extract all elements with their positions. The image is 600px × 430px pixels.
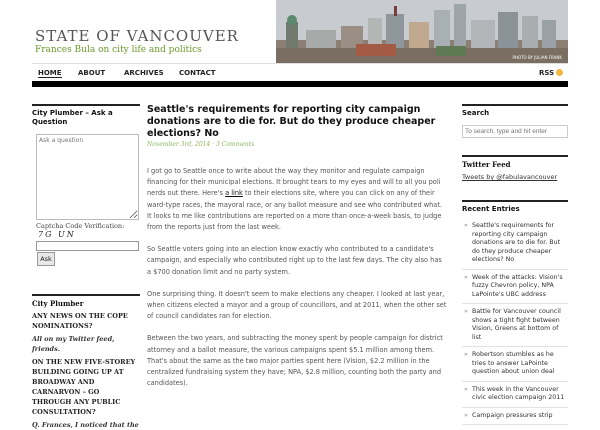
photo-credit: PHOTO BY JULIAN FRANK xyxy=(512,55,562,60)
recent-entries-title: Recent Entries xyxy=(462,200,568,214)
nav-home[interactable]: HOME xyxy=(38,69,62,77)
recent-entry[interactable]: » This week in the Vancouver civic election campaign 2011 xyxy=(462,382,568,408)
main-content xyxy=(147,104,447,400)
bullet-icon: » xyxy=(464,273,468,281)
twitter-widget-title: Twitter Feed xyxy=(462,155,568,169)
plumber-answer: Q. Frances, I noticed that the xyxy=(32,421,139,429)
post-body xyxy=(147,166,447,389)
post-paragraph: I got go to Seattle once to write about the way they monitor and regulate campaign financing for their municipal elections. It brought tears to my eyes and will to all you poli nerds out there. Here's a link to their elections site, where you can click on any of their ward-type races, the mayoral race, or any ballot measure and see who contributed what. It looks to me like contributions are reported on a more than once-a-week basis, to judge from the reports just from the last week. xyxy=(147,167,443,232)
question-input[interactable] xyxy=(36,134,139,220)
recent-entry[interactable]: » Campaign pressures strip xyxy=(462,408,568,426)
site-description: Frances Bula on city life and politics xyxy=(35,45,202,55)
nav-contact[interactable]: CONTACT xyxy=(179,69,216,77)
post-paragraph: So Seattle voters going into an election know exactly who contributed to a candidate's campaign, and especially who contributed right up to the last few days. The city also has a $700 donation limit and no party system. xyxy=(147,245,442,276)
recent-entry[interactable]: » Week of the attacks: Vision's fuzzy Chevron policy, NPA LaPointe's UBC address xyxy=(462,270,568,305)
city-plumber-widget xyxy=(32,294,140,430)
captcha-image: 7G UN xyxy=(38,230,76,239)
plumber-question[interactable]: ANY NEWS ON THE COPE NOMINATIONS? xyxy=(32,312,128,330)
post-comments-link[interactable]: 3 Comments xyxy=(216,141,255,148)
rss-link[interactable]: RSS xyxy=(539,69,555,77)
site-title[interactable]: STATE OF VANCOUVER xyxy=(35,27,239,45)
bullet-icon: » xyxy=(464,308,468,315)
post-meta xyxy=(147,141,447,148)
twitter-widget xyxy=(462,155,568,169)
bullet-icon: » xyxy=(464,222,468,229)
captcha-label: Captcha Code Verification: xyxy=(36,222,125,230)
main-navigation xyxy=(32,63,568,81)
city-plumber-title: City Plumber xyxy=(32,294,140,308)
tweets-link[interactable]: Tweets by @fabulavancouver xyxy=(462,173,558,181)
rss-icon[interactable] xyxy=(556,69,563,76)
bullet-icon: » xyxy=(464,411,468,419)
ask-button[interactable]: Ask xyxy=(37,252,55,266)
bullet-icon: » xyxy=(464,351,468,358)
nav-divider-bar xyxy=(32,81,568,87)
recent-entry[interactable]: » Battle for Vancouver council shows a tight fight between Vision, Greens at bottom of list xyxy=(462,304,568,347)
plumber-question[interactable]: ON THE NEW FIVE-STOREY BUILDING GOING UP AT BROADWAY AND CARNARVON – GO THROUGH ANY PUBLIC CONSULTATION? xyxy=(32,358,136,416)
plumber-answer: All on my Twitter feed, friends. xyxy=(32,335,115,353)
meta-separator: · xyxy=(212,141,217,148)
post-date: November 3rd, 2014 xyxy=(147,141,211,148)
post-paragraph: Between the two years, and subtracting the money spent by people campaign for district attorney and a ballot measure, the various campaigns spent $5.1 million among them. That's about the same as the two major parties spent here (Vision, $2.2 million in the centralized fundraising system they have; NPA, $2.8 million, counting both the party and candidates). xyxy=(147,334,443,388)
search-input[interactable] xyxy=(462,125,568,138)
search-widget-title: Search xyxy=(462,104,568,118)
bullet-icon: » xyxy=(464,385,468,393)
elections-site-link[interactable]: a link xyxy=(225,189,243,198)
left-sidebar xyxy=(32,104,140,127)
recent-entries-list xyxy=(462,218,568,425)
ask-widget-title: City Plumber – Ask a Question xyxy=(32,104,140,127)
nav-about[interactable]: ABOUT xyxy=(78,69,106,77)
recent-entry[interactable]: » Robertson stumbles as he tries to answer LaPointe question about union deal xyxy=(462,347,568,382)
header-banner-photo xyxy=(276,0,568,63)
recent-entries-widget xyxy=(462,200,568,425)
right-sidebar xyxy=(462,104,568,138)
recent-entry[interactable]: » Seattle's requirements for reporting city campaign donations are to die for. But do they produce cheaper elections? No xyxy=(462,218,568,270)
captcha-input[interactable] xyxy=(36,241,139,251)
nav-archives[interactable]: ARCHIVES xyxy=(124,69,164,77)
post-paragraph: One surprising thing. It doesn't seem to make elections any cheaper. I looked at last year, when citizens elected a mayor and a group of councillors, and at 2011, when the other set of council candidates ran for election. xyxy=(147,289,447,321)
post-title[interactable]: Seattle's requirements for reporting city campaign donations are to die for. But do they produce cheaper elections? No xyxy=(147,104,436,139)
